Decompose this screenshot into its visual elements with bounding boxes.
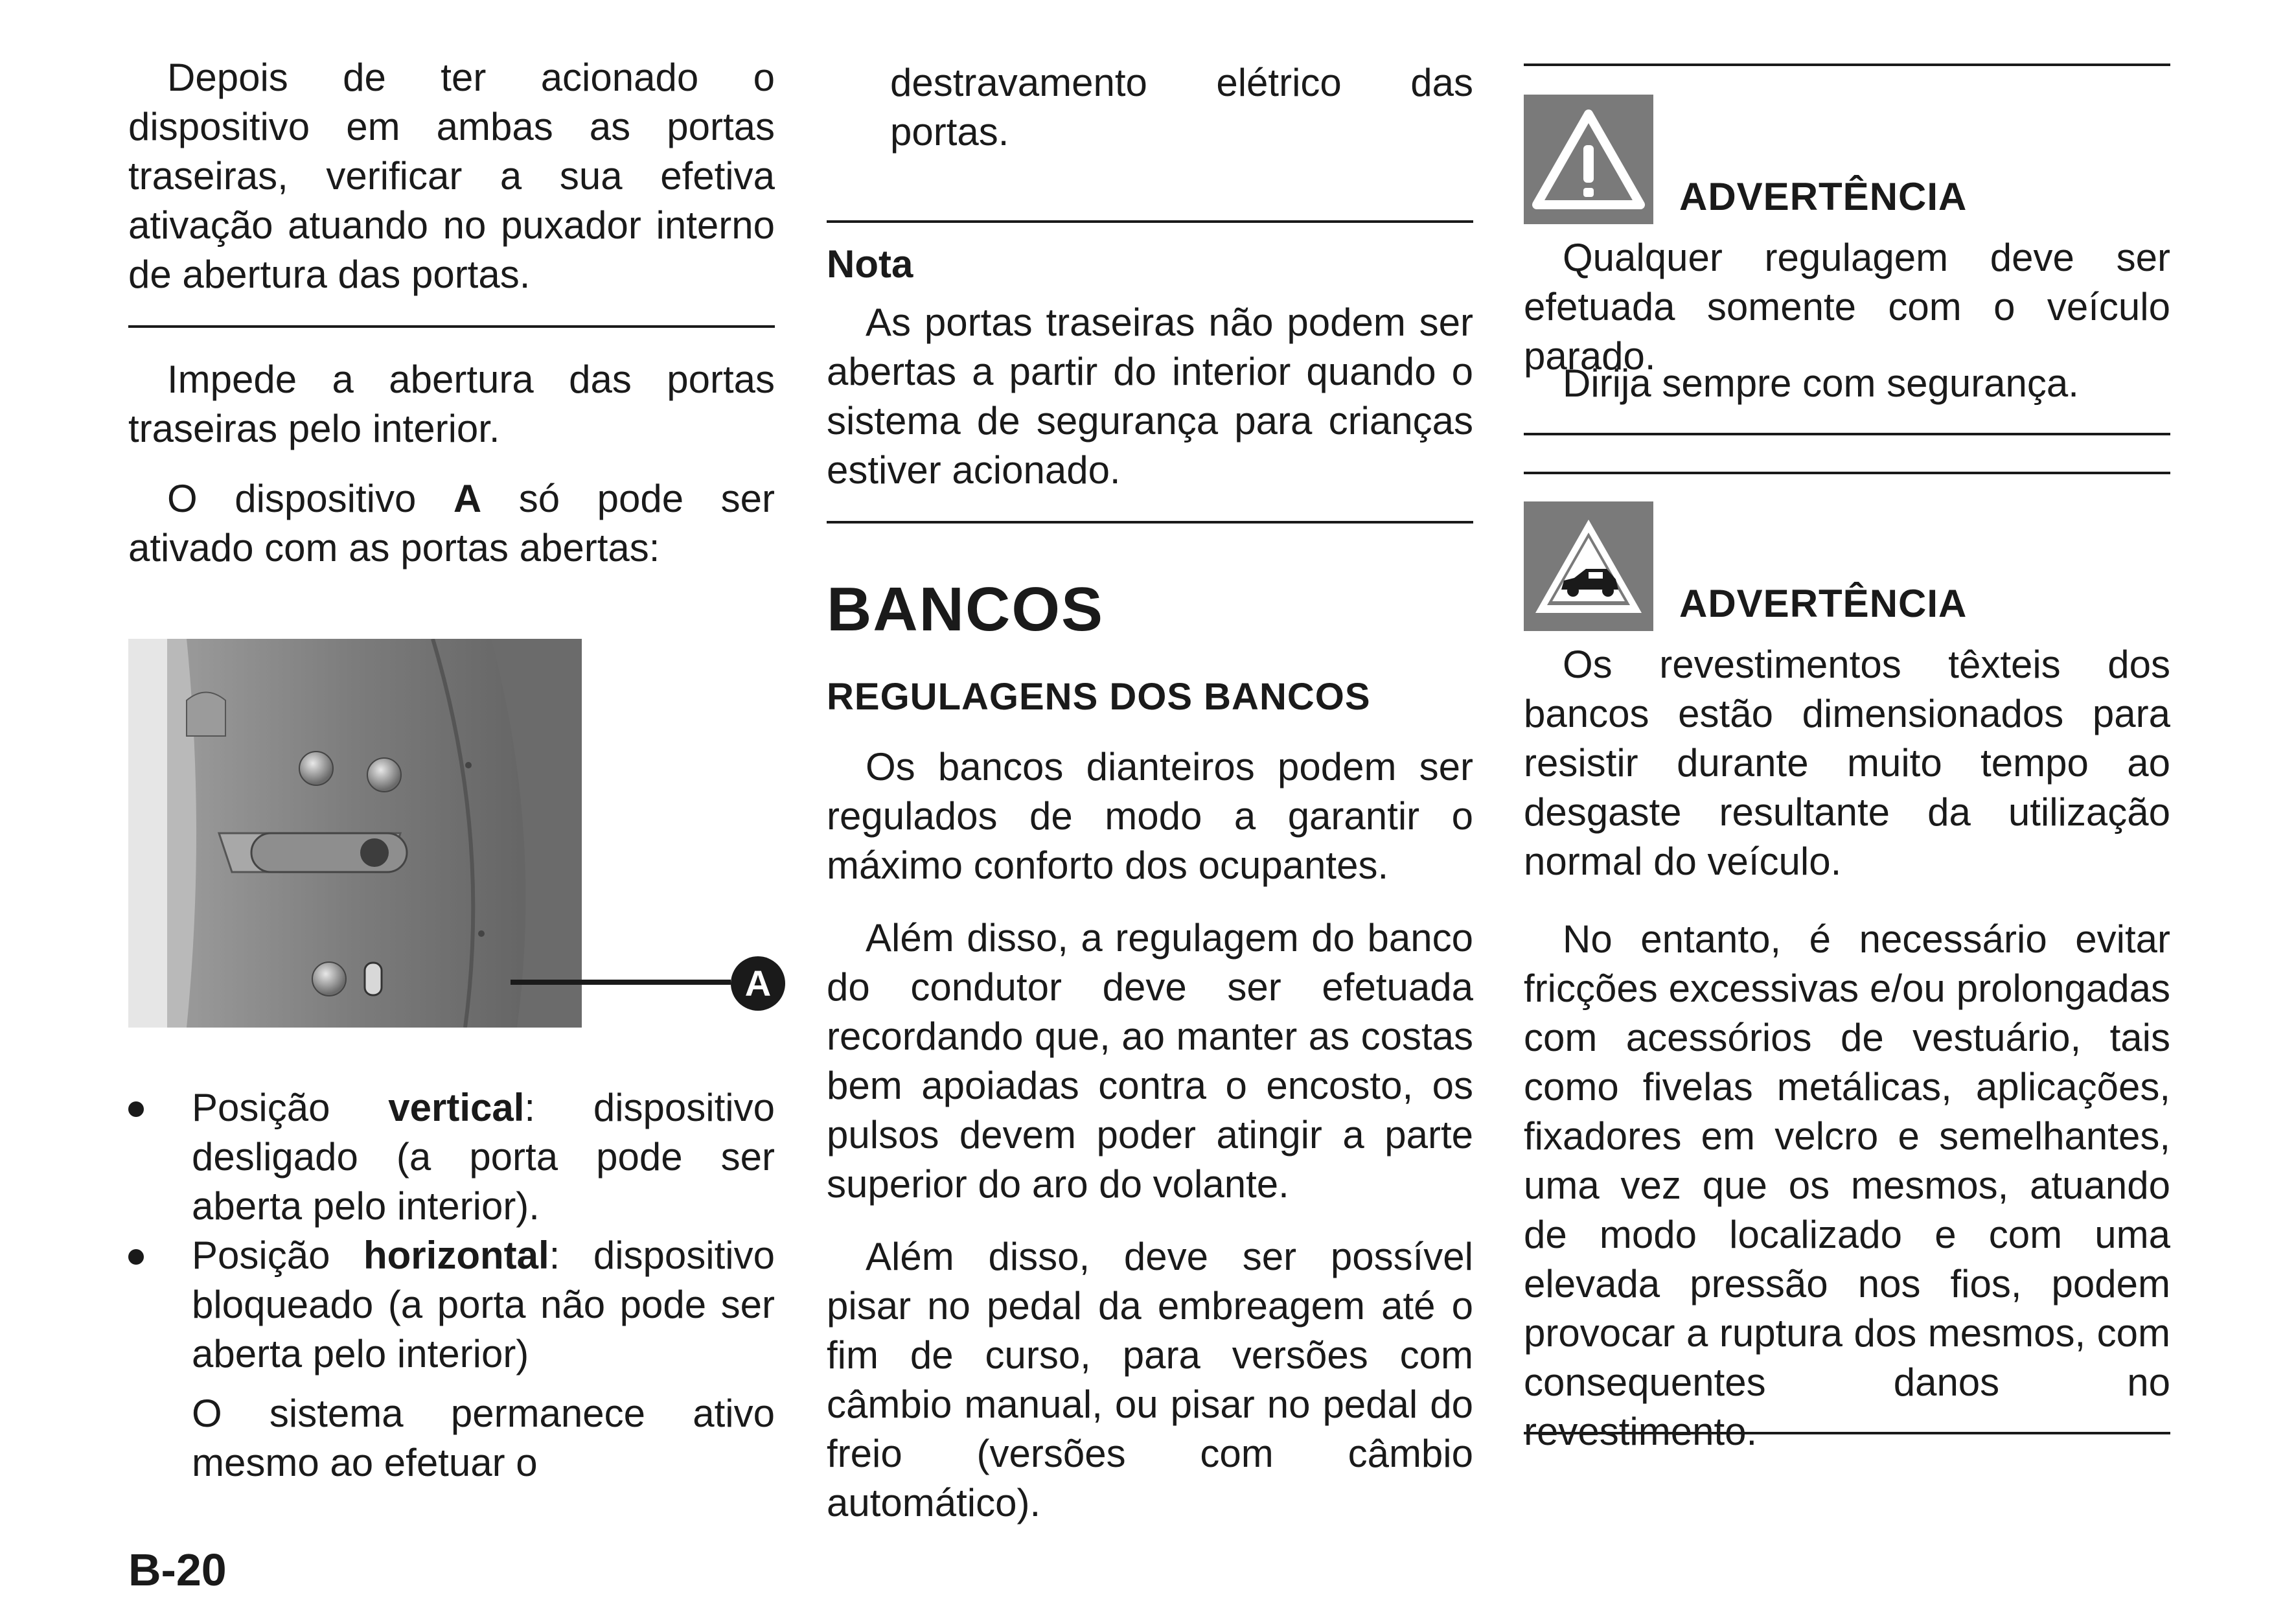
bullet-continuation: O sistema permanece ativo mesmo ao efetuar o bbox=[192, 1392, 775, 1484]
seats-paragraph-3: Além disso, deve ser possível pisar no pedal da embreagem até o fim de curso, para versões com câmbio manual, ou pisar no pedal do freio (versões com câmbio automático). bbox=[827, 1235, 1473, 1524]
callout-leader-line bbox=[511, 980, 731, 985]
warning-paragraph: Os revestimentos têxteis dos bancos estão dimensionados para resistir durante muito tempo ao desgaste resultante da utilização normal do veículo. bbox=[1524, 643, 2170, 883]
warning-paragraph: Dirija sempre com segurança. bbox=[1563, 362, 2079, 405]
divider bbox=[827, 220, 1473, 223]
divider bbox=[128, 325, 775, 328]
page-number: B-20 bbox=[128, 1545, 227, 1595]
door-latch-figure bbox=[128, 639, 582, 1028]
warning-title: ADVERTÊNCIA bbox=[1679, 582, 1968, 625]
subsection-title: REGULAGENS DOS BANCOS bbox=[827, 676, 1371, 718]
intro-paragraph: Depois de ter acionado o dispositivo em ambas as portas traseiras, verificar a sua efetiva ativação atuando no puxador interno de abertura das portas. bbox=[128, 56, 775, 296]
note-text: As portas traseiras não podem ser abertas a partir do interior quando o sistema de segurança para crianças estiver acionado. bbox=[827, 301, 1473, 492]
divider bbox=[1524, 472, 2170, 474]
bullet-text-horizontal: Posição horizontal: dispositivo bloqueado (a porta não pode ser aberta pelo interior) bbox=[192, 1234, 775, 1375]
divider bbox=[1524, 1432, 2170, 1434]
seats-paragraph-2: Além disso, a regulagem do banco do condutor deve ser efetuada recordando que, ao manter as costas bem apoiadas contra o encosto, os pulsos devem poder atingir a parte superior do aro do volante. bbox=[827, 916, 1473, 1206]
divider bbox=[827, 521, 1473, 523]
bullet-icon bbox=[128, 1101, 144, 1117]
note-label: Nota bbox=[827, 242, 913, 286]
callout-A-badge: A bbox=[731, 956, 785, 1011]
warning-title: ADVERTÊNCIA bbox=[1679, 175, 1968, 218]
door-latch-illustration bbox=[128, 639, 582, 1028]
exclamation-warning-icon bbox=[1524, 95, 1653, 224]
warning-paragraph: No entanto, é necessário evitar fricções excessivas e/ou prolongadas com acessórios de vestuário, tais como fivelas metálicas, aplicações, fixadores em velcro e semelhantes, uma vez que os mesmos, atuando de modo localizado e com uma elevada pressão nos fios, podem provocar a ruptura dos mesmos, com consequentes danos no revestimento. bbox=[1524, 917, 2170, 1453]
section-title: BANCOS bbox=[827, 575, 1105, 644]
bullet-icon bbox=[128, 1249, 144, 1265]
bullet-text-vertical: Posição vertical: dispositivo desligado (a porta pode ser aberta pelo interior). bbox=[192, 1086, 775, 1228]
car-warning-icon bbox=[1524, 501, 1653, 631]
continued-text: destravamento elétrico das portas. bbox=[890, 61, 1473, 154]
seats-paragraph-1: Os bancos dianteiros podem ser regulados de modo a garantir o máximo conforto dos ocupantes. bbox=[827, 745, 1473, 887]
divider bbox=[1524, 63, 2170, 66]
divider bbox=[1524, 433, 2170, 435]
child-lock-paragraph: Impede a abertura das portas traseiras pelo interior. bbox=[128, 358, 775, 450]
warning-paragraph: Qualquer regulagem deve ser efetuada somente com o veículo parado. bbox=[1524, 236, 2170, 378]
device-paragraph: O dispositivo A só pode ser ativado com as portas abertas: bbox=[128, 477, 775, 569]
